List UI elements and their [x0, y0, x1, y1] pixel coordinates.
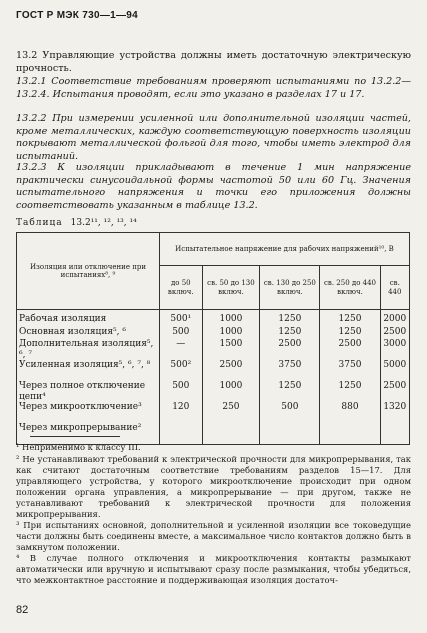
table-row-labels	[17, 310, 160, 445]
cell-r3-c3: 3750	[338, 360, 362, 371]
col-values-2	[260, 310, 320, 445]
page-number: 82	[16, 604, 29, 616]
paragraph-13-2-1: 13.2.1 Соответствие требованиям проверяют испытаниями по 13.2.2—13.2.4. Испытания проводят, если это указано в разделах 17 и 17.	[16, 76, 411, 100]
row-label-2: Дополнительная изоляция⁵, ⁶, ⁷	[19, 339, 154, 360]
col-header-insulation: Изоляция или отключение при испытаниях⁸, ⁹	[17, 233, 160, 310]
cell-r4-c3: 1250	[338, 381, 362, 392]
row-label-3: Усиленная изоляция⁵, ⁶, ⁷, ⁸	[19, 360, 151, 371]
cell-r0-c0: 500¹	[170, 314, 192, 324]
cell-r0-c2: 1250	[278, 314, 302, 324]
cell-r3-c0: 500²	[170, 360, 192, 371]
row-label-0: Рабочая изоляция	[19, 314, 107, 324]
cell-r0-c3: 1250	[338, 314, 362, 324]
cell-r5-c0: 120	[172, 402, 190, 413]
cell-r2-c1: 1500	[219, 339, 243, 350]
cell-r5-c2: 500	[281, 402, 299, 413]
cell-r5-c3: 880	[341, 402, 359, 413]
cell-r5-c1: 250	[222, 402, 240, 413]
running-header: ГОСТ Р МЭК 730—1—94	[16, 10, 139, 21]
table-caption-number: 13.2¹¹, ¹², ¹³, ¹⁴	[70, 218, 137, 228]
row-label-1: Основная изоляция⁵, ⁶	[19, 326, 126, 337]
footnote-3: ³ При испытаниях основной, дополнительной и усиленной изоляции все токоведущие части должны быть соединены вместе, а максимальное число контактов должно быть в замкнутом положении.	[16, 520, 411, 552]
footnote-divider	[30, 436, 120, 437]
row-label-5: Через микроотключение³	[19, 402, 142, 413]
cell-r4-c0: 500	[172, 381, 190, 392]
cell-r4-c1: 1000	[219, 381, 243, 392]
col-values-0	[160, 310, 203, 445]
cell-r4-c4: 2500	[383, 381, 407, 392]
cell-r2-c4: 3000	[383, 339, 407, 350]
col-header-3: св. 250 до 440 включ.	[320, 266, 380, 310]
footnote-1: ¹ Неприменимо к классу III.	[16, 442, 141, 452]
test-voltage-table	[16, 232, 410, 445]
paragraph-13-2: 13.2 Управляющие устройства должны иметь достаточную электрическую прочность.	[16, 50, 411, 74]
col-header-1: св. 50 до 130 включ.	[202, 266, 260, 310]
cell-r1-c4: 2500	[383, 326, 407, 337]
col-group-header-voltage: Испытательное напряжение для рабочих напряжений¹⁰, В	[160, 233, 410, 266]
col-values-1	[202, 310, 260, 445]
table-caption-word: Таблица	[16, 218, 63, 228]
col-header-4: св. 440	[380, 266, 409, 310]
paragraph-13-2-3: 13.2.3 К изоляции прикладывают в течение 1 мин напряжение практически синусоидальной формы частотой 50 или 60 Гц. Значения испытательного напряжения и точки его приложения должны соответствовать указанным в таблице 13.2.	[16, 162, 411, 211]
footnote-4: ⁴ В случае полного отключения и микроотключения контакты размыкают автоматически или вручную и испытывают сразу после размыкания, чтобы убедиться, что межконтактное расстояние и поддерживающая изоляция достаточ-	[16, 553, 411, 585]
row-label-4: Через полное отключение цепи⁴	[19, 381, 146, 402]
col-header-2: св. 130 до 250 включ.	[260, 266, 320, 310]
cell-r0-c4: 2000	[383, 314, 407, 324]
cell-r4-c2: 1250	[278, 381, 302, 392]
cell-r1-c1: 1000	[219, 326, 243, 337]
cell-r3-c4: 5000	[383, 360, 407, 371]
paragraph-13-2-2: 13.2.2 При измерении усиленной или дополнительной изоляции частей, кроме металлических, каждую соответствующую поверхность изоляции покрывают металлической фольгой для того, чтобы иметь электрод для испытаний.	[16, 113, 411, 162]
col-values-4	[380, 310, 409, 445]
cell-r0-c1: 1000	[219, 314, 243, 324]
col-header-0: до 50 включ.	[160, 266, 203, 310]
cell-r2-c0: —	[176, 339, 186, 350]
row-label-6: Через микропрерывание²	[19, 423, 142, 434]
cell-r1-c2: 1250	[278, 326, 302, 337]
table-caption	[16, 218, 137, 228]
cell-r3-c1: 2500	[219, 360, 243, 371]
cell-r1-c3: 1250	[338, 326, 362, 337]
footnote-2: ² Не устанавливают требований к электрической прочности для микропрерывания, так как считают достаточным соответствие требованиям разделов 15—17. Для управляющего устройства, у которого микроотключение происходит при одном положении органа управления, а микропрерывание — при другом, также не устанавливают требований к электрической прочности для положения микропрерывания.	[16, 454, 411, 519]
cell-r2-c3: 2500	[338, 339, 362, 350]
col-values-3	[320, 310, 380, 445]
cell-r3-c2: 3750	[278, 360, 302, 371]
cell-r2-c2: 2500	[278, 339, 302, 350]
cell-r1-c0: 500	[172, 326, 190, 337]
cell-r5-c4: 1320	[383, 402, 407, 413]
